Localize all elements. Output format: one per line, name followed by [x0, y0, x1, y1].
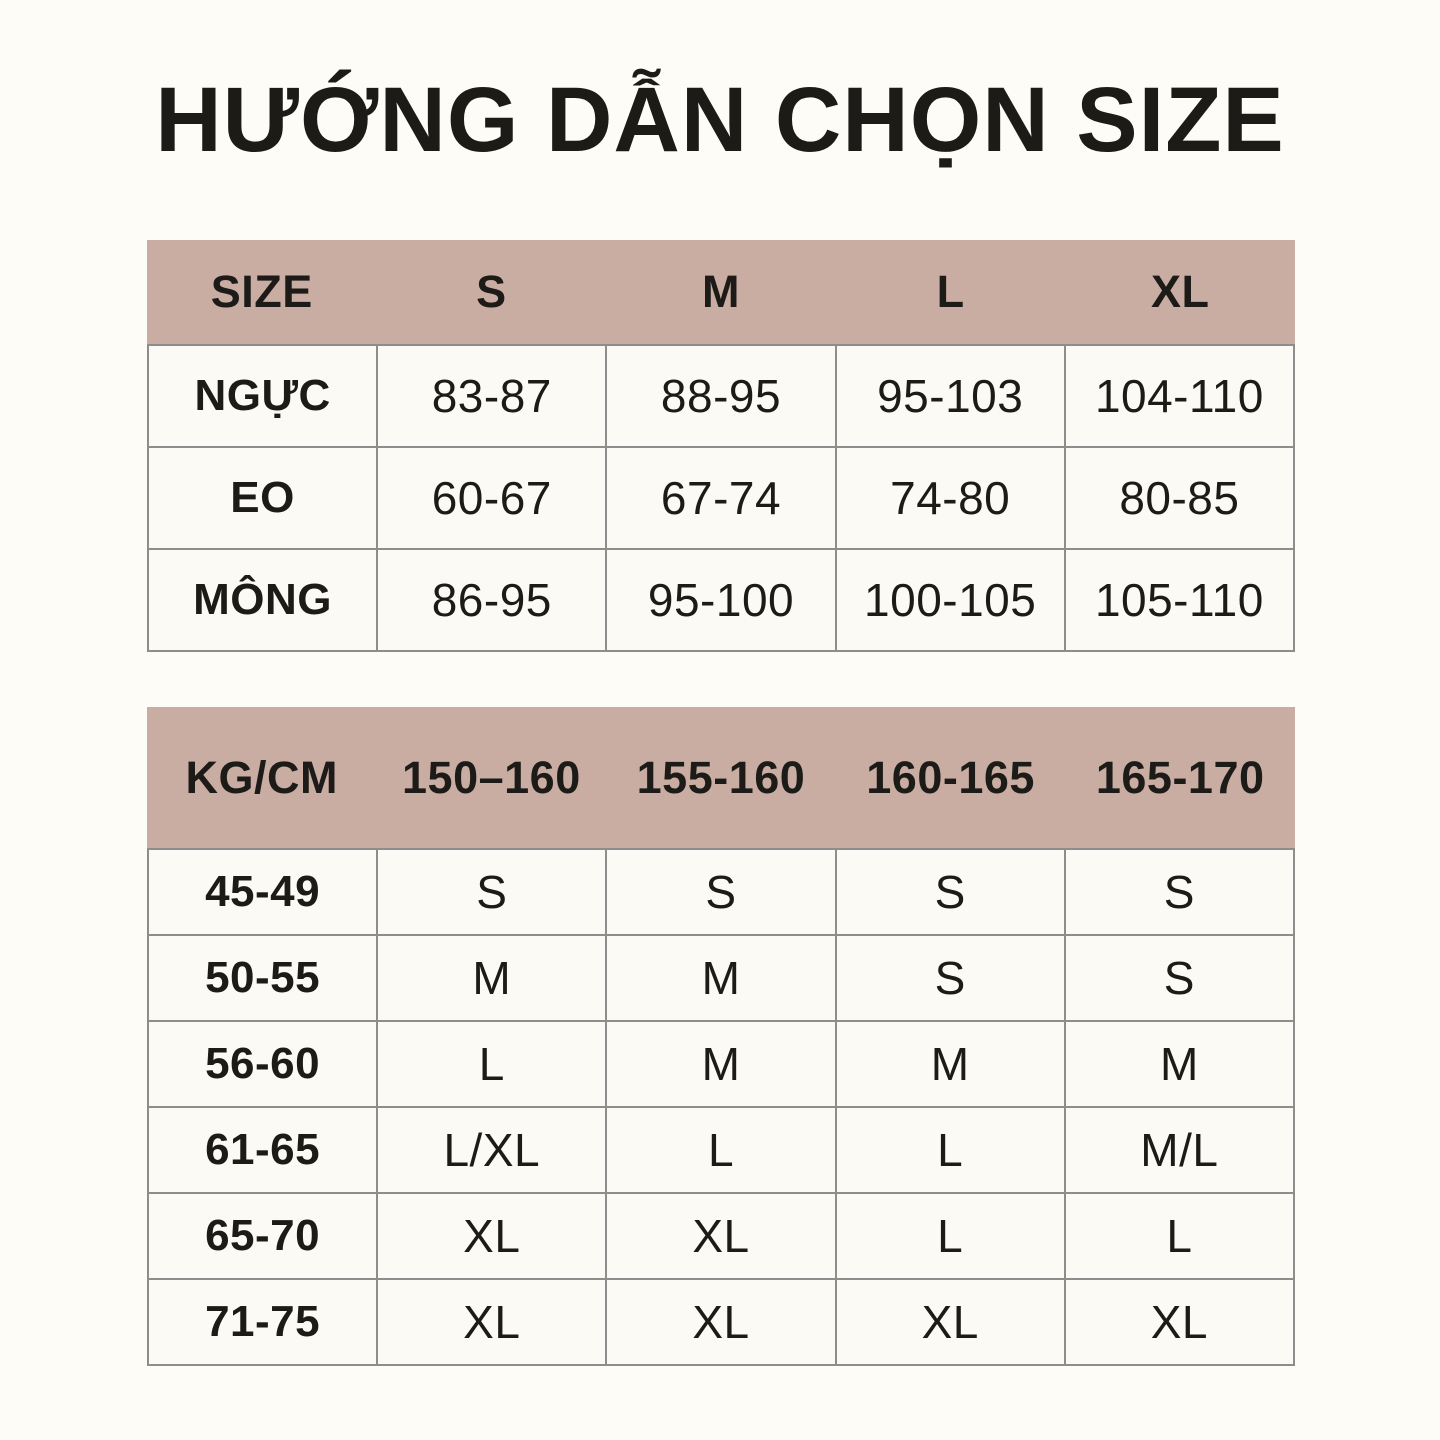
table-cell: 83-87	[378, 346, 605, 446]
column-header-size: SIZE	[210, 266, 313, 317]
height-weight-table	[147, 707, 1295, 1366]
row-label-chest: NGỰC	[149, 346, 376, 446]
row-label-hip: MÔNG	[149, 550, 376, 650]
row-label-65-70: 65-70	[149, 1194, 376, 1278]
table-cell: M/L	[1066, 1108, 1293, 1192]
table-cell: 95-100	[607, 550, 834, 650]
table-cell: 95-103	[837, 346, 1064, 446]
table-cell: 105-110	[1066, 550, 1293, 650]
table-cell: 80-85	[1066, 448, 1293, 548]
table-cell: S	[1066, 936, 1293, 1020]
height-weight-table-header-row	[147, 707, 1295, 848]
table-cell: XL	[607, 1280, 834, 1364]
table-cell: 104-110	[1066, 346, 1293, 446]
column-header-150-160: 150–160	[402, 751, 581, 803]
table-cell: S	[607, 850, 834, 934]
row-label-56-60: 56-60	[149, 1022, 376, 1106]
table-cell: 88-95	[607, 346, 834, 446]
table-cell: XL	[378, 1280, 605, 1364]
table-cell: M	[837, 1022, 1064, 1106]
table-cell: 60-67	[378, 448, 605, 548]
row-label-50-55: 50-55	[149, 936, 376, 1020]
measurement-table-header-row	[147, 240, 1295, 344]
table-cell: 86-95	[378, 550, 605, 650]
table-cell: 67-74	[607, 448, 834, 548]
column-header-m: M	[701, 266, 740, 317]
table-cell: L	[1066, 1194, 1293, 1278]
table-cell: M	[607, 936, 834, 1020]
column-header-xl: XL	[1150, 266, 1210, 317]
table-cell: XL	[378, 1194, 605, 1278]
table-cell: 74-80	[837, 448, 1064, 548]
table-cell: M	[607, 1022, 834, 1106]
column-header-155-160: 155-160	[636, 751, 806, 803]
table-cell: XL	[607, 1194, 834, 1278]
table-cell: L	[378, 1022, 605, 1106]
row-label-71-75: 71-75	[149, 1280, 376, 1364]
column-header-165-170: 165-170	[1095, 751, 1265, 803]
column-header-s: S	[476, 266, 507, 317]
column-header-l: L	[936, 266, 965, 317]
row-label-45-49: 45-49	[149, 850, 376, 934]
table-cell: S	[378, 850, 605, 934]
table-cell: S	[837, 850, 1064, 934]
table-cell: L	[607, 1108, 834, 1192]
row-label-waist: EO	[149, 448, 376, 548]
table-cell: S	[1066, 850, 1293, 934]
measurement-table	[147, 240, 1295, 652]
measurement-table-body	[147, 344, 1295, 652]
table-cell: L/XL	[378, 1108, 605, 1192]
table-cell: 100-105	[837, 550, 1064, 650]
height-weight-table-body	[147, 848, 1295, 1366]
row-label-61-65: 61-65	[149, 1108, 376, 1192]
column-header-160-165: 160-165	[866, 751, 1035, 803]
table-cell: S	[837, 936, 1064, 1020]
table-cell: M	[378, 936, 605, 1020]
table-cell: XL	[1066, 1280, 1293, 1364]
table-cell: L	[837, 1108, 1064, 1192]
column-header-kg-cm: KG/CM	[185, 751, 339, 803]
table-cell: M	[1066, 1022, 1293, 1106]
table-cell: L	[837, 1194, 1064, 1278]
table-cell: XL	[837, 1280, 1064, 1364]
page-title: HƯỚNG DẪN CHỌN SIZE	[155, 69, 1285, 171]
